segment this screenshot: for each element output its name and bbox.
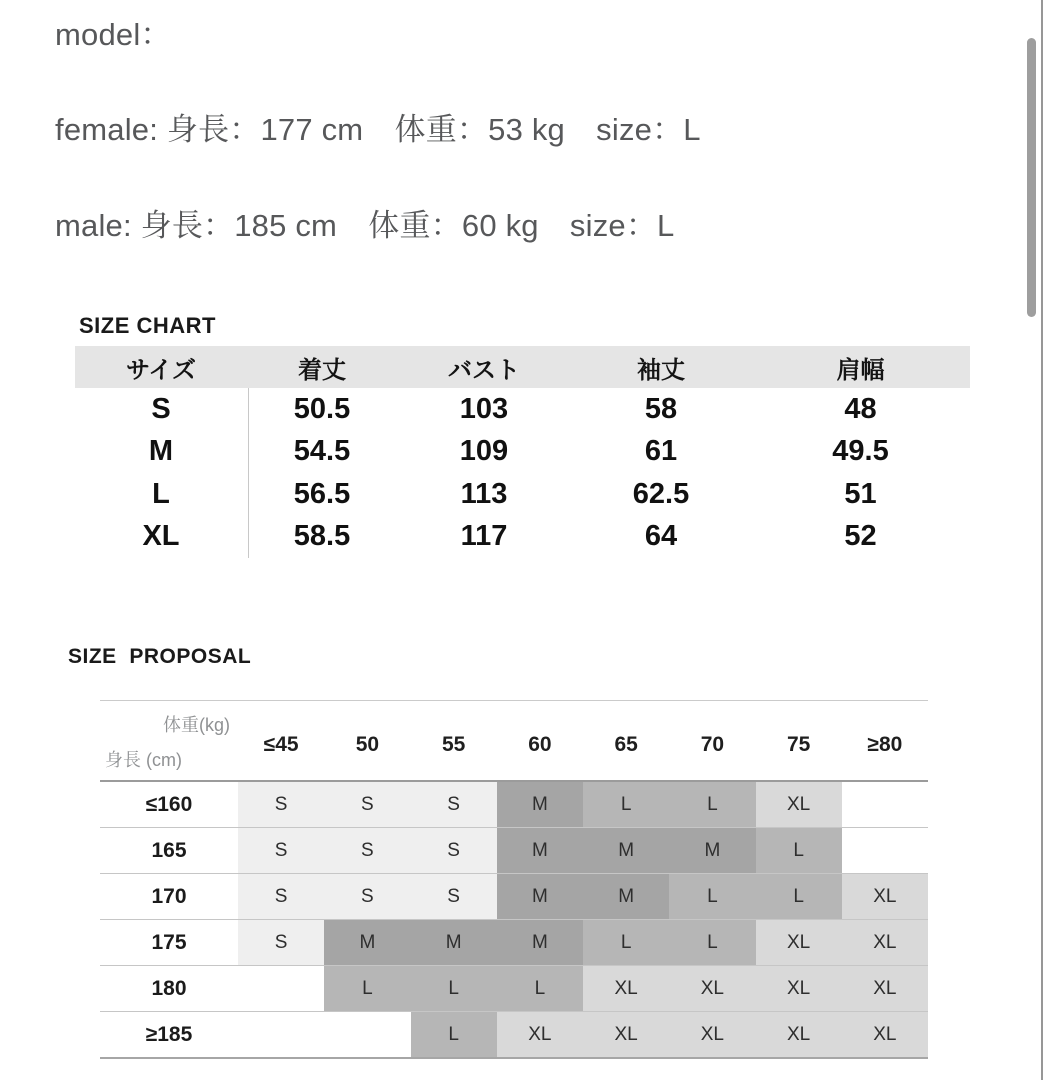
size-proposal-cell: XL [842,874,928,919]
size-proposal-cell: M [497,920,583,965]
size-proposal-cell: XL [583,1012,669,1057]
model-label: model： [55,17,172,52]
size-chart-header-cell: 肩幅 [836,356,885,384]
size-proposal-cell: S [324,782,410,827]
size-proposal-row-label: 180 [151,976,187,1000]
size-chart-value-cell: 58 [644,392,678,425]
size-chart-column-divider [248,388,249,558]
size-chart-header-cell: 着丈 [298,356,346,384]
size-chart-value-cell: 113 [460,477,508,510]
size-chart-value-cell: 61 [644,435,678,468]
size-proposal-cell: XL [583,966,669,1011]
size-proposal-title: SIZE PROPOSAL [68,645,252,668]
size-proposal-cell: XL [842,1012,928,1057]
size-chart-value-cell: 109 [459,435,509,468]
size-chart-size-cell: M [148,435,174,468]
size-chart-body [75,388,970,558]
size-proposal-column-header: 60 [528,732,552,756]
size-proposal-cell: L [411,1012,497,1057]
size-proposal-cell: L [583,920,669,965]
size-chart-header-cell: 袖丈 [637,356,685,384]
size-proposal-row-label: ≤160 [145,792,193,816]
size-proposal-header-row [100,701,928,782]
size-proposal-cell: L [669,782,755,827]
weight-axis-label: 体重(kg) [163,715,230,735]
size-chart-value-cell: 64 [644,520,678,553]
size-proposal-column-header: 75 [786,732,811,756]
size-proposal-cell: S [324,828,410,873]
size-chart-value-cell: 62.5 [632,477,690,510]
size-proposal-row [100,966,928,1012]
size-proposal-body [100,782,928,1059]
size-proposal-cell: M [411,920,497,965]
size-proposal-row-label: 175 [151,930,187,954]
size-proposal-column-header: 65 [614,732,638,756]
size-proposal-cell: M [497,782,583,827]
size-proposal-cell [238,1012,324,1057]
size-proposal-cell: XL [842,920,928,965]
size-proposal-column-header: 50 [355,732,380,756]
size-chart-value-cell: 58.5 [293,520,351,553]
size-proposal-cell: M [669,828,755,873]
size-proposal-cell: XL [756,1012,842,1057]
size-proposal-cell: M [324,920,410,965]
size-proposal-column-headers [238,701,928,780]
size-proposal-cell: M [583,874,669,919]
size-chart-header-cell: サイズ [125,356,197,384]
size-chart-value-cell: 117 [460,520,508,553]
size-chart-table [75,346,970,558]
size-proposal-row-label: ≥185 [145,1022,193,1046]
size-proposal-row [100,828,928,874]
size-proposal-cell: L [411,966,497,1011]
size-chart-value-cell: 51 [844,477,877,510]
size-proposal-cell: L [669,920,755,965]
size-proposal-cell: M [497,828,583,873]
size-chart-size-cell: S [151,392,171,425]
size-proposal-cell: L [497,966,583,1011]
size-proposal-row [100,1012,928,1059]
size-proposal-cell: XL [756,966,842,1011]
size-chart-row [75,473,970,516]
size-proposal-cell: XL [842,966,928,1011]
size-proposal-row [100,782,928,828]
size-proposal-column-header: 55 [441,732,466,756]
size-proposal-cell: XL [756,782,842,827]
size-chart-row [75,516,970,559]
size-chart-value-cell: 48 [844,392,877,425]
size-proposal-cell: S [238,828,324,873]
size-proposal-row-label: 170 [151,884,187,908]
size-chart-value-cell: 56.5 [293,477,351,510]
size-chart-value-cell: 52 [844,520,877,553]
model-male-info: male: 身長：185 cm 体重：60 kg size：L [55,208,675,243]
size-proposal-cell [238,966,324,1011]
size-proposal-cell: S [411,874,497,919]
size-proposal-cell: M [497,874,583,919]
size-proposal-table [100,700,928,1059]
size-proposal-cell: XL [497,1012,583,1057]
size-proposal-cell: L [756,828,842,873]
size-proposal-row-label: 165 [151,838,187,862]
size-proposal-cell: XL [669,966,755,1011]
height-axis-label: 身長 (cm) [105,750,182,770]
size-chart-value-cell: 50.5 [293,392,351,425]
size-proposal-cell: S [411,782,497,827]
size-chart-header-row [75,346,970,388]
size-chart-title: SIZE CHART [79,313,216,338]
size-proposal-cell: XL [669,1012,755,1057]
size-proposal-row [100,920,928,966]
size-proposal-cell: L [756,874,842,919]
size-proposal-column-header: ≤45 [263,732,299,756]
size-chart-size-cell: L [152,477,170,510]
page-edge-line [1041,0,1043,1080]
size-chart-row [75,431,970,474]
size-proposal-cell: M [583,828,669,873]
size-chart-value-cell: 103 [459,392,509,425]
size-proposal-cell: S [324,874,410,919]
size-proposal-cell [842,782,928,827]
size-proposal-column-header: ≥80 [867,732,903,756]
size-proposal-cell: S [238,782,324,827]
size-chart-row [75,388,970,431]
size-proposal-column-header: 70 [700,732,725,756]
size-chart-size-cell: XL [142,520,180,553]
size-proposal-cell [842,828,928,873]
size-proposal-cell: S [238,920,324,965]
size-proposal-cell: S [238,874,324,919]
size-chart-value-cell: 54.5 [293,435,351,468]
size-proposal-cell: L [324,966,410,1011]
size-chart-header-cell: バスト [448,356,520,384]
size-chart-value-cell: 49.5 [832,435,889,468]
size-proposal-cell: XL [756,920,842,965]
size-proposal-cell [324,1012,410,1057]
scrollbar-thumb[interactable] [1027,38,1036,317]
size-proposal-cell: S [411,828,497,873]
model-female-info: female: 身長：177 cm 体重：53 kg size：L [55,112,701,147]
size-proposal-cell: L [669,874,755,919]
size-proposal-row [100,874,928,920]
size-proposal-cell: L [583,782,669,827]
